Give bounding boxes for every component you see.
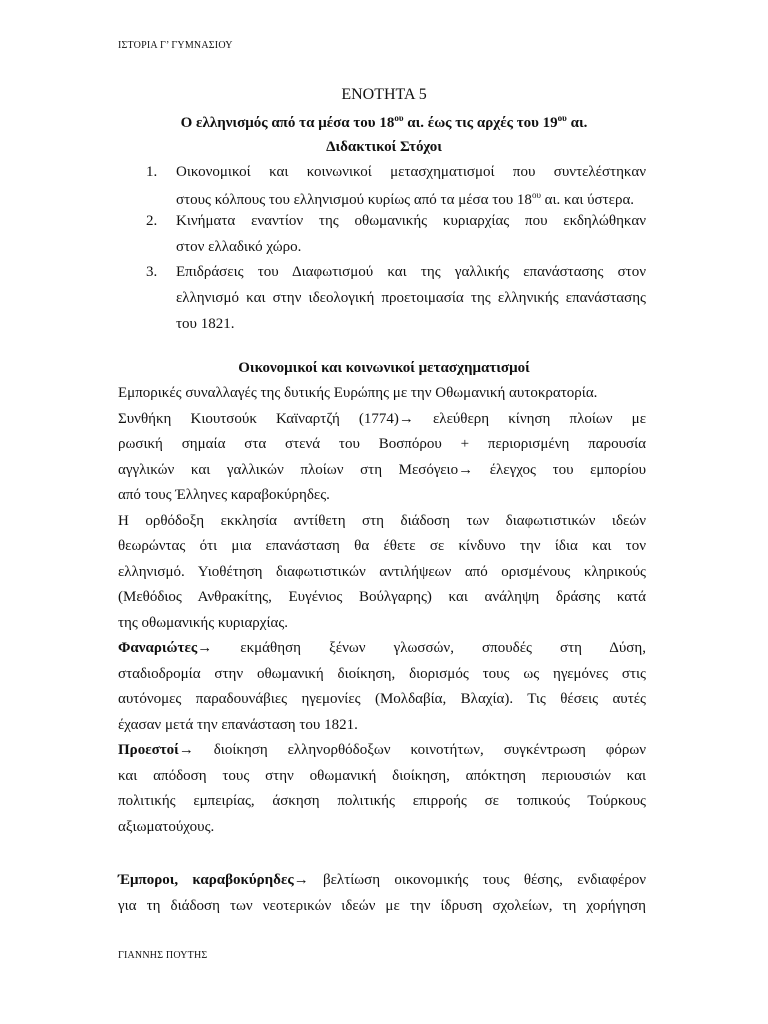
document-title: ΕΝΟΤΗΤΑ 5 [341, 86, 427, 103]
objective-number: 1. [146, 164, 158, 180]
objectives-heading: Διδακτικοί Στόχοι [326, 139, 442, 155]
body-line: από τους Έλληνες καραβοκύρηδες. [118, 487, 330, 503]
objective-line: Κινήματα εναντίον της οθωμανικής κυριαρχίας που εκδηλώθηκαν [176, 213, 646, 229]
objective-line-sup: ου [531, 190, 541, 200]
body-line [118, 742, 646, 759]
objective-number: 3. [146, 264, 158, 280]
body-line [118, 640, 646, 657]
subtitle-part2: αι. έως τις αρχές του 19 [403, 115, 558, 131]
objective-line: στον ελλαδικό χώρο. [176, 239, 302, 255]
body-line: ελληνισμό. Υιοθέτηση διαφωτιστικών αντιλήψεων από ορισμένους κληρικούς [118, 564, 646, 580]
body-line: της οθωμανικής κυριαρχίας. [118, 615, 289, 631]
page-footer: ΓΙΑΝΝΗΣ ΠΟΥΤΗΣ [118, 950, 208, 961]
body-line: αυτόνομες παραδουνάβιες ηγεμονίες (Μολδαβία, Βλαχία). Τις θέσεις αυτές [118, 691, 646, 707]
body-line-text: → εκμάθηση ξένων γλωσσών, σπουδές στη Δύση, [197, 640, 646, 656]
page-header: ΙΣΤΟΡΙΑ Γ’ ΓΥΜΝΑΣΙΟΥ [118, 40, 233, 51]
body-line: Εμπορικές συναλλαγές της δυτικής Ευρώπης με την Οθωμανική αυτοκρατορία. [118, 385, 598, 401]
section-heading: Οικονομικοί και κοινωνικοί μετασχηματισμοί [238, 360, 530, 376]
objective-line [176, 190, 646, 209]
objective-line: του 1821. [176, 316, 235, 332]
objective-line-text: αι. και ύστερα. [540, 192, 635, 208]
body-line: και απόδοση τους στην οθωμανική διοίκηση, απόκτηση περιουσιών και [118, 768, 646, 784]
term-phanariots: Φαναριώτες [118, 640, 198, 656]
objective-line: Οικονομικοί και κοινωνικοί μετασχηματισμοί που συντελέστηκαν [176, 164, 646, 180]
body-line: ρωσική σημαία στα στενά του Βοσπόρου + περιορισμένη παρουσία [118, 436, 646, 452]
body-line: (Μεθόδιος Ανθρακίτης, Ευγένιος Βούλγαρης) και ανάληψη δράσης κατά [118, 589, 646, 605]
body-line: αγγλικών και γαλλικών πλοίων στη Μεσόγειο→ έλεγχος του εμπορίου [118, 462, 646, 478]
body-line: αξιωματούχους. [118, 819, 215, 835]
body-line [118, 872, 646, 889]
subtitle-sup1: ου [394, 113, 404, 123]
body-line: πολιτικής εμπειρίας, άσκηση πολιτικής επιρροής σε τοπικούς Τούρκους [118, 793, 646, 809]
subtitle-sup2: ου [557, 113, 567, 123]
body-line: σταδιοδρομία στην οθωμανική διοίκηση, διορισμός τους ως ηγεμόνες στις [118, 666, 646, 682]
body-line: θεωρώντας ότι μια επανάσταση θα έθετε σε κίνδυνο την ίδια και τον [118, 538, 646, 554]
objective-line-text: στους κόλπους του ελληνισμού κυρίως από τα μέσα του 18 [176, 192, 532, 208]
subtitle-part3: αι. [566, 115, 588, 131]
objective-line: ελληνισμό και στην ιδεολογική προετοιμασία της ελληνικής επανάστασης [176, 290, 646, 306]
term-proestoi: Προεστοί [118, 742, 179, 758]
objective-line: Επιδράσεις του Διαφωτισμού και της γαλλικής επανάστασης στον [176, 264, 646, 280]
term-merchants: Έμποροι, καραβοκύρηδες [118, 872, 294, 888]
body-line-text: → βελτίωση οικονομικής τους θέσης, ενδιαφέρον [293, 872, 646, 888]
body-line-text: → διοίκηση ελληνορθόδοξων κοινοτήτων, συγκέντρωση φόρων [178, 742, 646, 758]
subtitle-part1: Ο ελληνισμός από τα μέσα του 18 [180, 115, 395, 131]
body-line: Η ορθόδοξη εκκλησία αντίθετη στη διάδοση των διαφωτιστικών ιδεών [118, 513, 646, 529]
body-line: έχασαν μετά την επανάσταση του 1821. [118, 717, 358, 733]
body-line: Συνθήκη Κιουτσούκ Καϊναρτζή (1774)→ ελεύθερη κίνηση πλοίων με [118, 411, 646, 427]
body-line: για τη διάδοση των νεοτερικών ιδεών με την ίδρυση σχολείων, τη χορήγηση [118, 898, 646, 914]
document-subtitle [0, 113, 768, 132]
objective-number: 2. [146, 213, 158, 229]
